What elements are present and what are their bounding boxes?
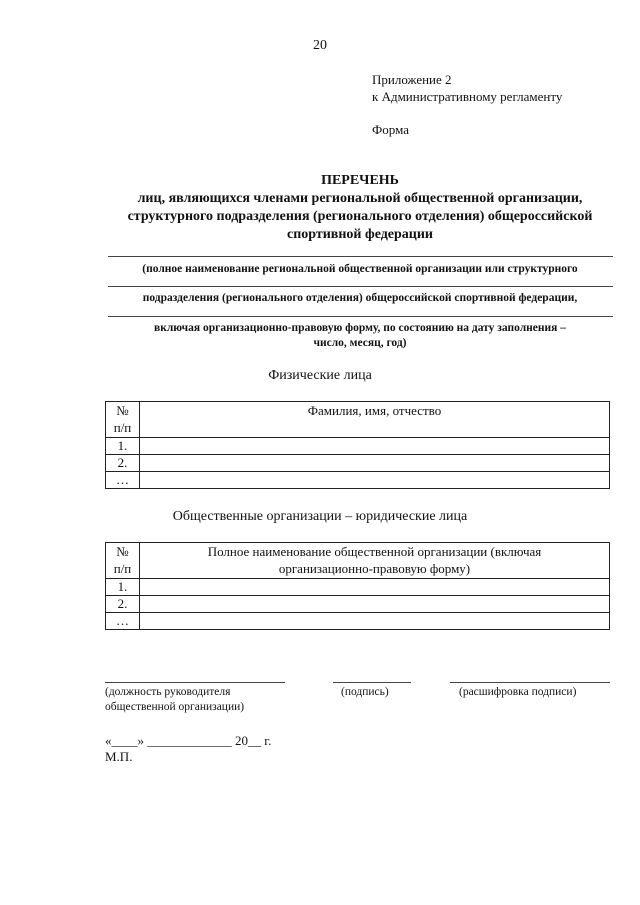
individuals-table	[105, 401, 610, 489]
table-header-row	[106, 402, 610, 438]
appendix-line-2: к Административному регламенту	[372, 89, 563, 104]
fill-line-2	[108, 286, 613, 287]
row-name-cell[interactable]	[140, 438, 610, 455]
form-label: Форма	[372, 122, 409, 137]
signature-label: (подпись)	[341, 686, 389, 698]
name-note-line-2: подразделения (регионального отделения) общероссийской спортивной федерации,	[142, 292, 578, 304]
row-number: …	[106, 472, 140, 489]
appendix-reference	[372, 71, 562, 105]
title-line-2: структурного подразделения (регионального отделения) общероссийской	[127, 209, 593, 224]
header-full-name: Фамилия, имя, отчество	[140, 402, 610, 438]
table-row	[106, 472, 610, 489]
decoding-signature-line[interactable]	[450, 682, 610, 683]
row-organization-cell[interactable]	[140, 596, 610, 613]
signature-line[interactable]	[333, 682, 411, 683]
individuals-section-title: Физические лица	[268, 368, 372, 383]
date-line: «____» _____________ 20__ г.	[105, 733, 272, 748]
row-name-cell[interactable]	[140, 472, 610, 489]
appendix-line-1: Приложение 2	[372, 72, 452, 87]
header-number-line-1: №	[116, 403, 129, 418]
header-number	[106, 543, 140, 579]
row-name-cell[interactable]	[140, 455, 610, 472]
position-label-line-1: (должность руководителя	[105, 686, 231, 698]
organizations-section-title: Общественные организации – юридические лица	[172, 509, 468, 524]
row-number: 1.	[106, 579, 140, 596]
name-note-line-3: включая организационно-правовую форму, по состоянию на дату заполнения –	[154, 322, 566, 334]
row-organization-cell[interactable]	[140, 579, 610, 596]
row-number: 2.	[106, 596, 140, 613]
decoding-label: (расшифровка подписи)	[459, 686, 577, 698]
table-row	[106, 438, 610, 455]
organizations-table	[105, 542, 610, 630]
name-note-line-1: (полное наименование региональной общественной организации или структурного	[142, 263, 578, 275]
fill-line-3	[108, 316, 613, 317]
page-number: 20	[313, 38, 327, 53]
row-number: …	[106, 613, 140, 630]
table-row	[106, 596, 610, 613]
row-number: 1.	[106, 438, 140, 455]
fill-line-1	[108, 256, 613, 257]
header-number-line-2: п/п	[113, 561, 132, 576]
header-number-line-2: п/п	[113, 420, 132, 435]
header-organization-line-2: организационно-правовую форму)	[278, 561, 471, 576]
title-line-1: лиц, являющихся членами региональной общественной организации,	[137, 191, 583, 206]
row-organization-cell[interactable]	[140, 613, 610, 630]
document-title	[100, 172, 620, 244]
stamp-label: М.П.	[105, 749, 133, 764]
header-organization-name	[140, 543, 610, 579]
table-row	[106, 579, 610, 596]
position-label	[105, 685, 244, 715]
header-organization-line-1: Полное наименование общественной организации (включая	[207, 544, 542, 559]
header-number	[106, 402, 140, 438]
position-label-line-2: общественной организации)	[105, 701, 245, 713]
name-note-line-4: число, месяц, год)	[313, 337, 407, 349]
table-header-row	[106, 543, 610, 579]
table-row	[106, 455, 610, 472]
position-signature-line[interactable]	[105, 682, 285, 683]
header-number-line-1: №	[116, 544, 129, 559]
title-heading: ПЕРЕЧЕНЬ	[321, 173, 399, 188]
row-number: 2.	[106, 455, 140, 472]
title-line-3: спортивной федерации	[286, 227, 433, 242]
table-row	[106, 613, 610, 630]
